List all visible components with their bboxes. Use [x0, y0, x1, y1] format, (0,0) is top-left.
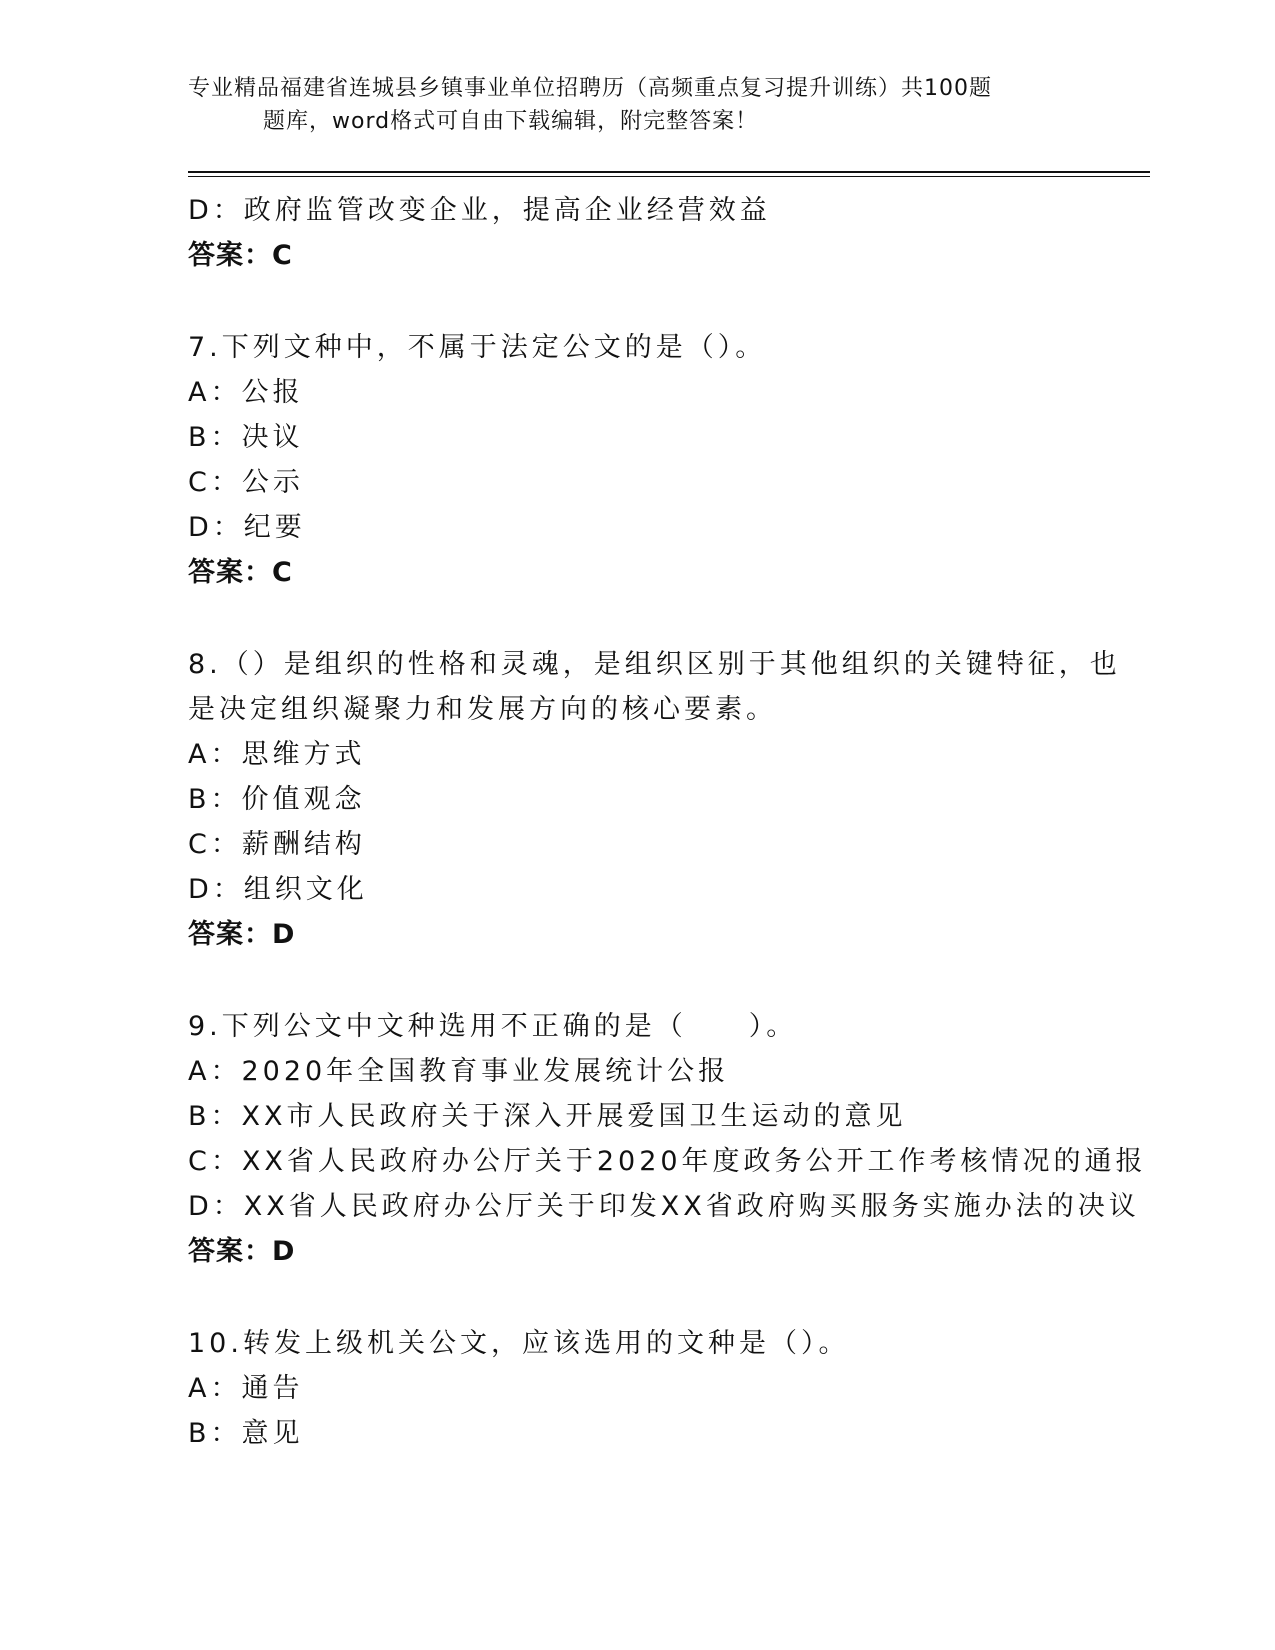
question-9-option-c: C：XX省人民政府办公厅关于2020年度政务公开工作考核情况的通报 [188, 1146, 1147, 1177]
question-7-text: 7.下列文种中，不属于法定公文的是（）。 [188, 332, 767, 363]
question-9 [188, 1004, 1147, 1274]
question-8-text-line1: 8.（）是组织的性格和灵魂，是组织区别于其他组织的关键特征，也 [188, 649, 1121, 680]
question-7-option-c: C：公示 [188, 467, 304, 498]
header-rule-top [188, 171, 1150, 173]
document-header [188, 72, 1068, 138]
question-10 [188, 1321, 1088, 1456]
prev-option-d: D：政府监管改变企业，提高企业经营效益 [188, 195, 771, 226]
question-9-option-d: D：XX省人民政府办公厅关于印发XX省政府购买服务实施办法的决议 [188, 1191, 1140, 1222]
question-7-option-a: A：公报 [188, 377, 304, 408]
header-title-line1: 专业精品福建省连城县乡镇事业单位招聘历（高频重点复习提升训练）共100题 [188, 76, 992, 101]
question-8-option-c: C：薪酬结构 [188, 829, 366, 860]
question-7-answer: 答案：C [188, 557, 293, 588]
question-9-option-a: A：2020年全国教育事业发展统计公报 [188, 1056, 730, 1087]
prev-answer: 答案：C [188, 240, 293, 271]
question-9-option-b: B：XX市人民政府关于深入开展爱国卫生运动的意见 [188, 1101, 907, 1132]
question-10-option-a: A：通告 [188, 1373, 304, 1404]
question-9-answer: 答案：D [188, 1236, 296, 1267]
question-8-option-d: D：组织文化 [188, 874, 368, 905]
question-8-option-b: B：价值观念 [188, 784, 366, 815]
question-7 [188, 325, 1088, 595]
header-rule-bottom [188, 176, 1150, 177]
header-title-line2: 题库，word格式可自由下载编辑，附完整答案！ [263, 109, 759, 134]
question-8-option-a: A：思维方式 [188, 739, 366, 770]
question-8-answer: 答案：D [188, 919, 296, 950]
question-7-option-d: D：纪要 [188, 512, 306, 543]
question-9-text: 9.下列公文中文种选用不正确的是（ ）。 [188, 1011, 798, 1042]
question-7-option-b: B：决议 [188, 422, 304, 453]
question-8-text-line2: 是决定组织凝聚力和发展方向的核心要素。 [188, 694, 777, 725]
question-10-option-b: B：意见 [188, 1418, 304, 1449]
document-body [188, 188, 1147, 1456]
question-10-text: 10.转发上级机关公文，应该选用的文种是（）。 [188, 1328, 850, 1359]
question-8 [188, 642, 1121, 957]
